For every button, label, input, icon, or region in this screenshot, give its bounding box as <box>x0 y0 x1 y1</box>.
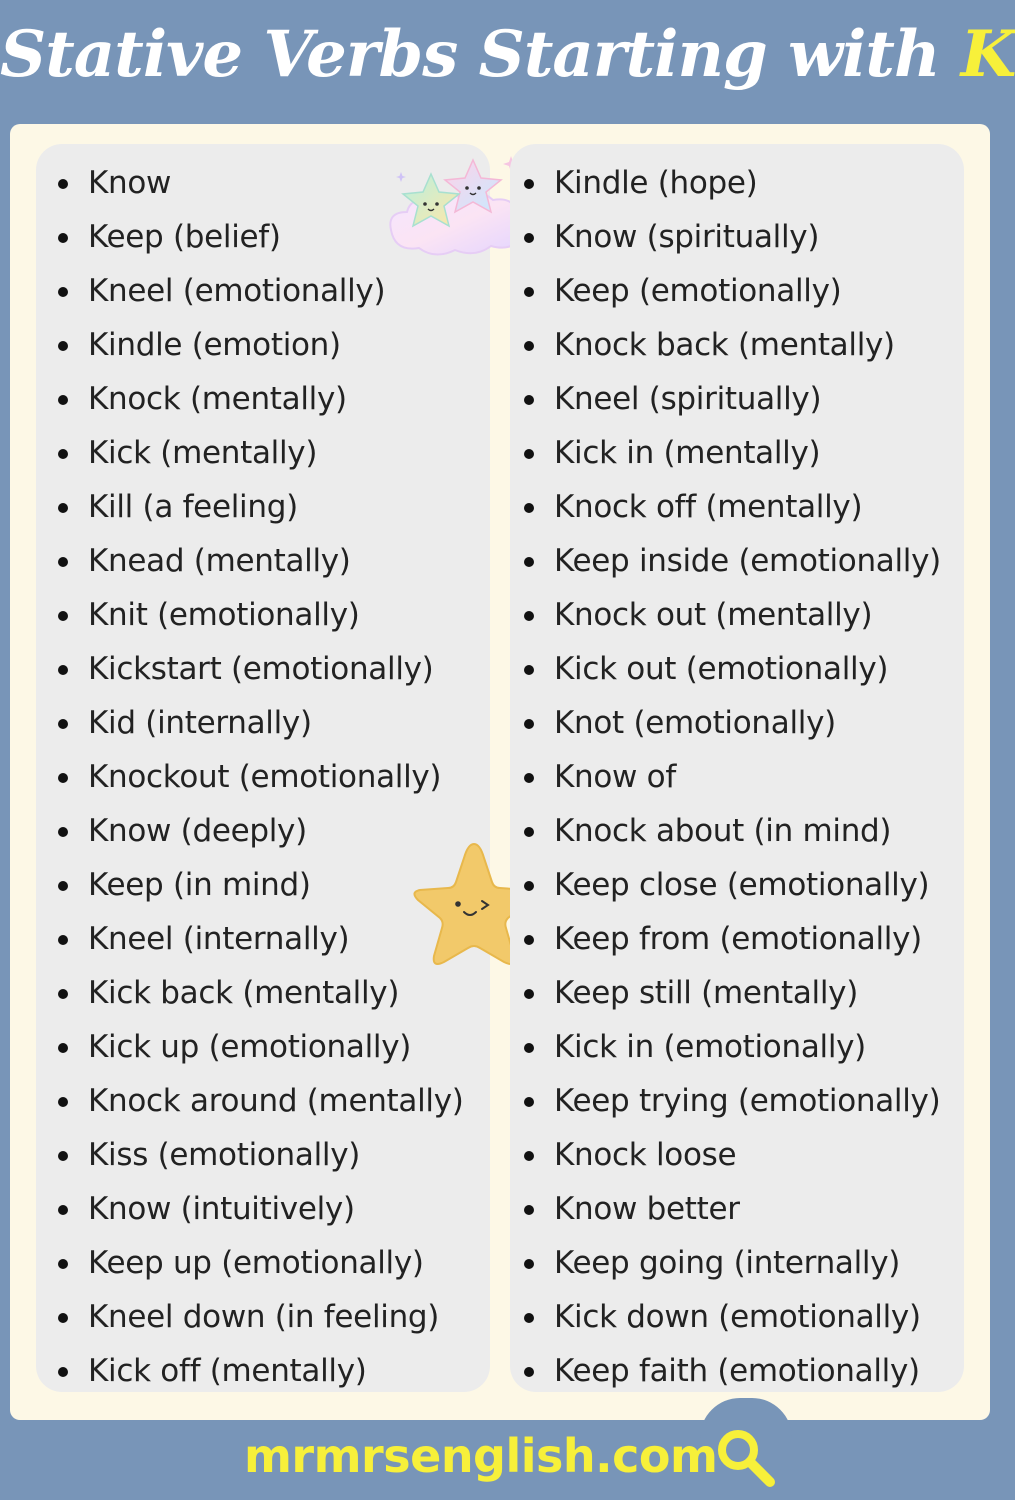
title-main: Stative Verbs Starting with <box>0 17 961 92</box>
list-item: Keep still (mentally) <box>524 966 941 1020</box>
list-item: Knock out (mentally) <box>524 588 941 642</box>
list-item: Kick back (mentally) <box>58 966 464 1020</box>
list-item: Kneel (emotionally) <box>58 264 464 318</box>
list-item: Kiss (emotionally) <box>58 1128 464 1182</box>
list-item: Keep faith (emotionally) <box>524 1344 941 1398</box>
list-item: Keep close (emotionally) <box>524 858 941 912</box>
list-item: Knot (emotionally) <box>524 696 941 750</box>
list-item: Kneel (spiritually) <box>524 372 941 426</box>
list-item: Kick out (emotionally) <box>524 642 941 696</box>
list-item: Kick (mentally) <box>58 426 464 480</box>
list-item: Kindle (emotion) <box>58 318 464 372</box>
search-icon[interactable] <box>712 1426 782 1490</box>
right-verb-list <box>524 156 941 1398</box>
list-item: Kick in (emotionally) <box>524 1020 941 1074</box>
list-item: Kick in (mentally) <box>524 426 941 480</box>
list-item: Kickstart (emotionally) <box>58 642 464 696</box>
list-item: Keep going (internally) <box>524 1236 941 1290</box>
list-item: Knockout (emotionally) <box>58 750 464 804</box>
list-item: Keep up (emotionally) <box>58 1236 464 1290</box>
list-item: Knit (emotionally) <box>58 588 464 642</box>
list-item: Knock off (mentally) <box>524 480 941 534</box>
stars-cloud-icon <box>381 152 531 262</box>
list-item: Keep (emotionally) <box>524 264 941 318</box>
list-item: Knock loose <box>524 1128 941 1182</box>
website-link[interactable]: mrmrsenglish.com <box>244 1429 718 1483</box>
list-item: Keep inside (emotionally) <box>524 534 941 588</box>
list-item: Kill (a feeling) <box>58 480 464 534</box>
list-item: Keep (belief) <box>58 210 464 264</box>
list-item: Kick off (mentally) <box>58 1344 464 1398</box>
content-card <box>10 124 990 1420</box>
list-item: Know <box>58 156 464 210</box>
left-verb-column <box>36 144 490 1392</box>
list-item: Knock back (mentally) <box>524 318 941 372</box>
list-item: Kick down (emotionally) <box>524 1290 941 1344</box>
list-item: Keep trying (emotionally) <box>524 1074 941 1128</box>
list-item: Knock (mentally) <box>58 372 464 426</box>
list-item: Kneel down (in feeling) <box>58 1290 464 1344</box>
list-item: Knock around (mentally) <box>58 1074 464 1128</box>
list-item: Know (deeply) <box>58 804 464 858</box>
list-item: Know (spiritually) <box>524 210 941 264</box>
list-item: Know (intuitively) <box>58 1182 464 1236</box>
list-item: Keep (in mind) <box>58 858 464 912</box>
right-verb-column <box>510 144 964 1392</box>
list-item: Knead (mentally) <box>58 534 464 588</box>
list-item: Kneel (internally) <box>58 912 464 966</box>
page-title <box>0 10 1015 100</box>
list-item: Kid (internally) <box>58 696 464 750</box>
list-item: Keep from (emotionally) <box>524 912 941 966</box>
list-item: Know better <box>524 1182 941 1236</box>
title-accent-letter: K <box>960 17 1015 92</box>
list-item: Kindle (hope) <box>524 156 941 210</box>
left-verb-list <box>58 156 464 1398</box>
list-item: Knock about (in mind) <box>524 804 941 858</box>
list-item: Kick up (emotionally) <box>58 1020 464 1074</box>
list-item: Know of <box>524 750 941 804</box>
